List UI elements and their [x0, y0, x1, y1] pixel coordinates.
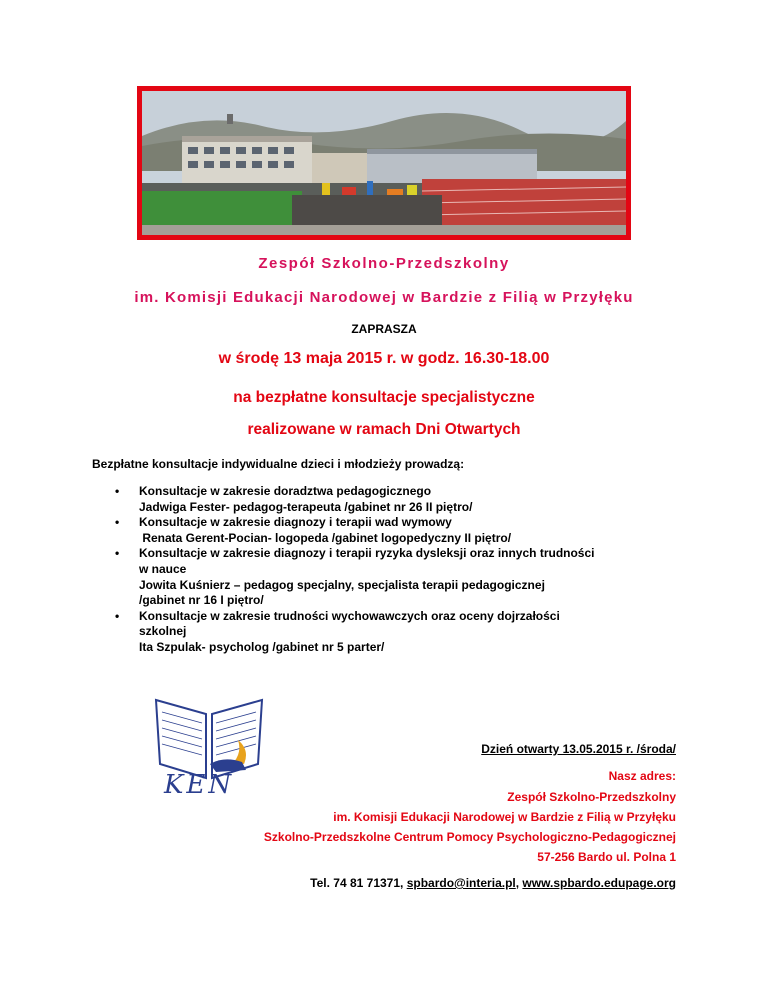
list-item	[115, 515, 695, 546]
event-date: w środę 13 maja 2015 r. w godz. 16.30-18.00	[218, 350, 550, 367]
ken-logo	[150, 692, 268, 808]
consultation-topic: Konsultacje w zakresie trudności wychowawczych oraz oceny dojrzałości	[139, 608, 560, 623]
consultation-topic-cont: w nauce	[139, 561, 187, 576]
consultation-topic: Konsultacje w zakresie diagnozy i terapii wad wymowy	[139, 515, 452, 530]
address-line: Szkolno-Przedszkolne Centrum Pomocy Psychologiczno-Pedagogicznej	[263, 830, 676, 844]
consultations-intro: Bezpłatne konsultacje indywidualne dzieci i młodzieży prowadzą:	[92, 457, 465, 471]
bullet-icon: •	[115, 515, 120, 530]
consultation-topic: Konsultacje w zakresie doradztwa pedagogicznego	[139, 484, 432, 498]
consultation-specialist: Renata Gerent-Pocian- logopeda /gabinet logopedyczny II piętro/	[139, 530, 512, 545]
event-subtitle-2: realizowane w ramach Dni Otwartych	[247, 421, 521, 438]
list-item	[115, 484, 695, 515]
bullet-icon: •	[115, 546, 120, 561]
school-patron-line: im. Komisji Edukacji Narodowej w Bardzie z Filią w Przyłęku	[134, 289, 634, 306]
list-item	[115, 546, 695, 608]
address-line: Zespół Szkolno-Przedszkolny	[507, 790, 676, 804]
bullet-icon: •	[115, 608, 120, 623]
separator-text: ,	[515, 876, 523, 890]
list-item	[115, 609, 695, 656]
address-line: im. Komisji Edukacji Narodowej w Bardzie z Filią w Przyłęku	[333, 810, 676, 824]
address-line: 57-256 Bardo ul. Polna 1	[537, 850, 676, 864]
contact-line	[310, 876, 676, 890]
consultation-topic: Konsultacje w zakresie diagnozy i terapii ryzyka dysleksji oraz innych trudności	[139, 546, 595, 561]
ken-logo-text: KEN	[164, 770, 235, 800]
consultation-specialist: Jadwiga Fester- pedagog-terapeuta /gabinet nr 26 II piętro/	[139, 499, 473, 514]
address-label: Nasz adres:	[608, 769, 676, 783]
consultations-list	[115, 484, 695, 656]
bullet-icon: •	[115, 484, 120, 498]
website-link[interactable]: www.spbardo.edupage.org	[522, 876, 676, 890]
consultation-specialist: Jowita Kuśnierz – pedagog specjalny, specjalista terapii pedagogicznej	[139, 577, 545, 592]
consultation-room: /gabinet nr 16 I piętro/	[139, 593, 264, 608]
school-photo	[137, 86, 631, 240]
email-link[interactable]: spbardo@interia.pl	[406, 876, 516, 890]
phone-text: Tel. 74 81 71371,	[310, 876, 407, 890]
open-day-notice: Dzień otwarty 13.05.2015 r. /środa/	[481, 742, 676, 756]
consultation-specialist: Ita Szpulak- psycholog /gabinet nr 5 parter/	[139, 639, 385, 654]
school-name: Zespół Szkolno-Przedszkolny	[258, 255, 510, 272]
consultation-topic-cont: szkolnej	[139, 624, 187, 639]
invites-heading: ZAPRASZA	[351, 322, 417, 336]
event-subtitle: na bezpłatne konsultacje specjalistyczne	[233, 389, 535, 406]
